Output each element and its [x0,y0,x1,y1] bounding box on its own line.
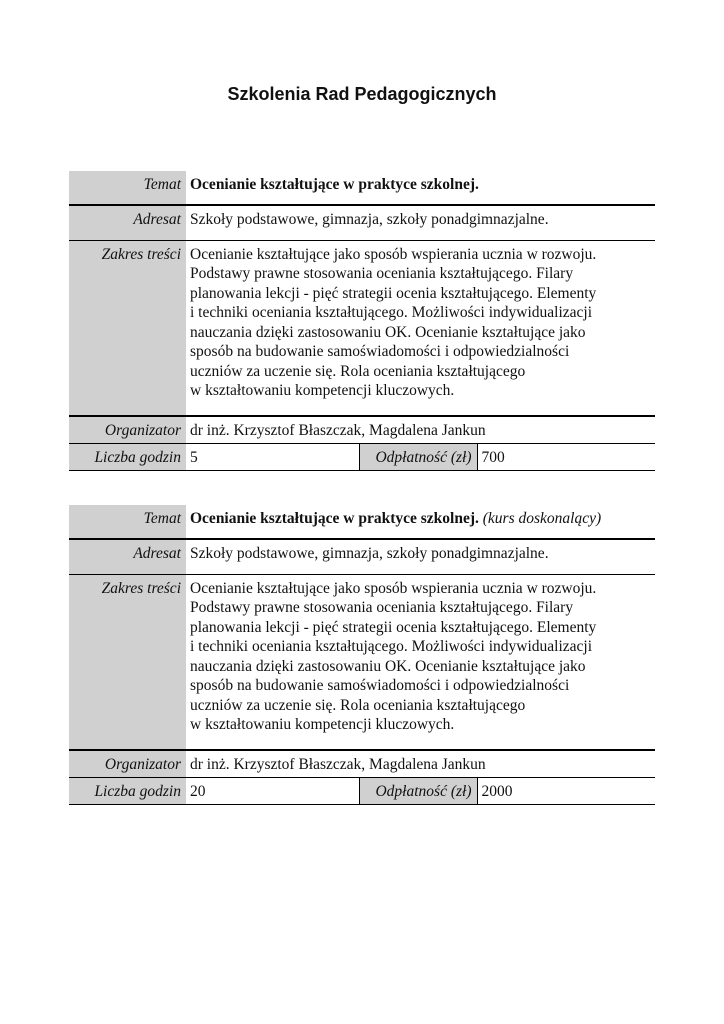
scope-line: uczniów za uczenie się. Rola oceniania kształtującego [190,696,526,714]
hours-value: 20 [186,778,359,805]
fee-label: Odpłatność (zł) [359,444,477,471]
topic-label: Temat [69,171,186,205]
fee-label: Odpłatność (zł) [359,778,477,805]
audience-value: Szkoły podstawowe, gimnazja, szkoły ponadgimnazjalne. [186,539,655,574]
organizer-value: dr inż. Krzysztof Błaszczak, Magdalena Jankun [186,416,655,444]
scope-line: sposób na budowanie samoświadomości i odpowiedzialności [190,677,570,694]
topic-subject: Ocenianie kształtujące w praktyce szkolnej. [190,176,479,193]
course-card-2 [69,505,655,805]
audience-row [69,205,655,240]
topic-subject: Ocenianie kształtujące w praktyce szkolnej. [190,510,479,527]
organizer-label: Organizator [69,416,186,444]
scope-line: Ocenianie kształtujące jako sposób wspierania ucznia w rozwoju. [190,579,597,597]
audience-row [69,539,655,574]
course-card-1 [69,171,655,471]
scope-line: Podstawy prawne stosowania oceniania kształtującego. Filary [190,599,574,616]
scope-line: sposób na budowanie samoświadomości i odpowiedzialności [190,343,570,360]
scope-line: Podstawy prawne stosowania oceniania kształtującego. Filary [190,265,574,282]
scope-line: w kształtowaniu kompetencji kluczowych. [190,382,455,399]
scope-row [69,574,655,750]
hours-label: Liczba godzin [69,778,186,805]
organizer-row [69,750,655,778]
scope-line: Ocenianie kształtujące jako sposób wspierania ucznia w rozwoju. [190,245,597,263]
hours-row [69,444,655,471]
organizer-row [69,416,655,444]
topic-note: (kurs doskonalący) [482,510,602,527]
scope-line: w kształtowaniu kompetencji kluczowych. [190,716,455,733]
scope-line: planowania lekcji - pięć strategii ocenia kształtującego. Elementy [190,618,597,636]
topic-value [186,171,655,205]
scope-row [69,240,655,416]
scope-line: nauczania dzięki zastosowaniu OK. Ocenianie kształtujące jako [190,323,586,341]
scope-label: Zakres treści [69,574,186,750]
hours-row [69,778,655,805]
topic-row [69,171,655,205]
scope-line: planowania lekcji - pięć strategii ocenia kształtującego. Elementy [190,284,597,302]
scope-label: Zakres treści [69,240,186,416]
scope-line: nauczania dzięki zastosowaniu OK. Ocenianie kształtujące jako [190,657,586,675]
hours-value: 5 [186,444,359,471]
organizer-value: dr inż. Krzysztof Błaszczak, Magdalena Jankun [186,750,655,778]
audience-label: Adresat [69,205,186,240]
page-title: Szkolenia Rad Pedagogicznych [227,84,497,104]
fee-value: 2000 [477,778,655,805]
scope-line: i techniki oceniania kształtującego. Możliwości indywidualizacji [190,304,593,321]
organizer-label: Organizator [69,750,186,778]
topic-value [186,505,655,539]
scope-line: i techniki oceniania kształtującego. Możliwości indywidualizacji [190,638,593,655]
audience-label: Adresat [69,539,186,574]
scope-value [186,240,655,416]
hours-label: Liczba godzin [69,444,186,471]
scope-value [186,574,655,750]
topic-label: Temat [69,505,186,539]
scope-line: uczniów za uczenie się. Rola oceniania kształtującego [190,362,526,380]
fee-value: 700 [477,444,655,471]
topic-row [69,505,655,539]
audience-value: Szkoły podstawowe, gimnazja, szkoły ponadgimnazjalne. [186,205,655,240]
